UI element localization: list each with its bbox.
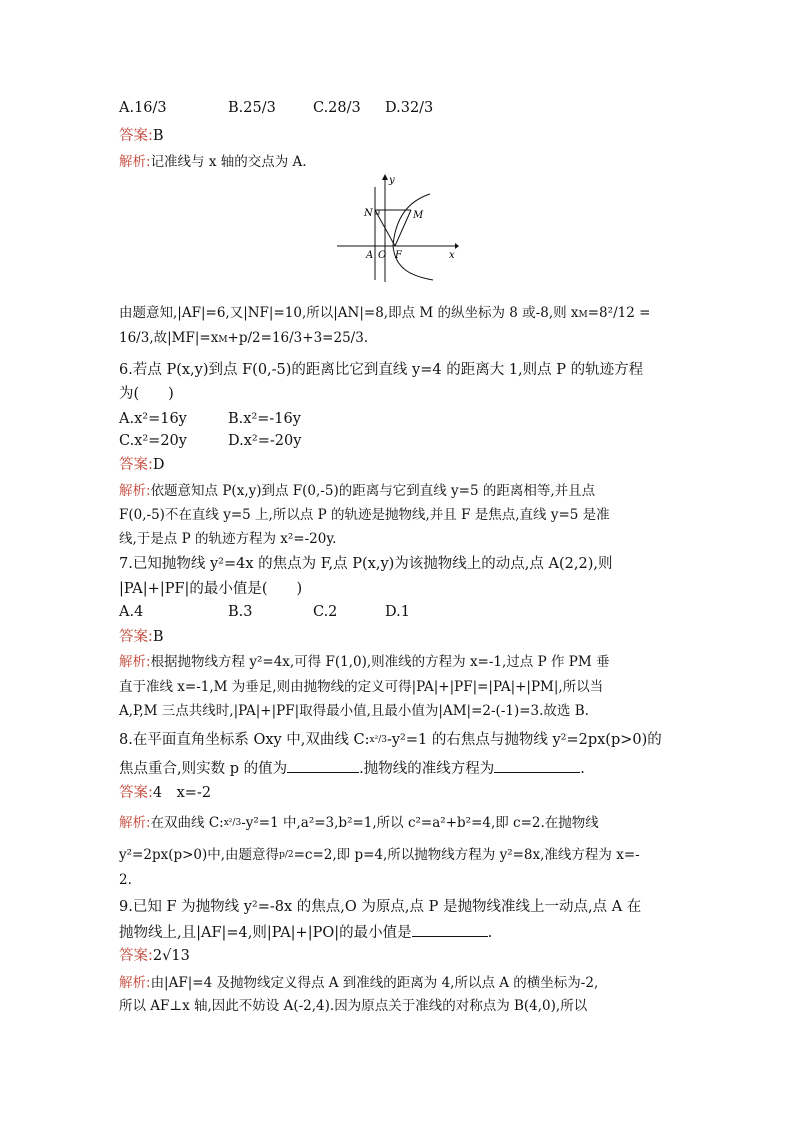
q6-analysis-line1: 解析:依题意知点 P(x,y)到点 F(0,-5)的距离与它到直线 y=5 的距离相等,并且点: [119, 483, 596, 499]
q6-option-b: B.x²=-16y: [228, 411, 301, 427]
q7-option-d: D.1: [385, 604, 410, 620]
q8-analysis-line1: 解析:在双曲线 C:x²/3-y²=1 中,a²=3,b²=1,所以 c²=a²+b²=4,即 c=2.在抛物线: [119, 815, 599, 831]
fig-label-a: A: [366, 250, 374, 261]
analysis-label: 解析:: [119, 154, 151, 170]
q7-analysis-line3: A,P,M 三点共线时,|PA|+|PF|取得最小值,且最小值为|AM|=2-(-1)=3.故选 B.: [119, 703, 589, 719]
fig-label-y: y: [389, 175, 395, 186]
q8-analysis-line3: 2.: [119, 872, 132, 888]
q7-option-c: C.2: [313, 604, 338, 620]
answer-label: 答案:: [119, 629, 153, 645]
q7-option-a: A.4: [119, 604, 144, 620]
parabola-figure: [335, 172, 460, 284]
analysis-label: 解析:: [119, 975, 151, 991]
q7-stem-line1: 7.已知抛物线 y²=4x 的焦点为 F,点 P(x,y)为该抛物线上的动点,点 A(2,2),则: [119, 556, 613, 572]
q8-analysis-fraction: x²/3: [223, 818, 242, 828]
q9-stem-line1: 9.已知 F 为抛物线 y²=-8x 的焦点,O 为原点,点 P 是抛物线准线上一动点,点 A 在: [119, 899, 642, 915]
q8-analysis-fraction-p: p/2: [279, 850, 294, 860]
q8-stem-line1: 8.在平面直角坐标系 Oxy 中,双曲线 C:x²/3-y²=1 的右焦点与抛物线 y²=2px(p>0)的: [119, 732, 662, 748]
q5-option-a: A.16/3: [119, 100, 167, 116]
q7-answer: 答案:B: [119, 629, 164, 645]
q9-analysis-line1: 解析:由|AF|=4 及抛物线定义得点 A 到准线的距离为 4,所以点 A 的横坐标为-2,: [119, 975, 599, 991]
q8-blank-1[interactable]: [287, 758, 359, 773]
q5-answer: 答案:B: [119, 128, 164, 144]
q5-option-d: D.32/3: [385, 100, 434, 116]
q5-analysis-line3: 16/3,故|MF|=xM+p/2=16/3+3=25/3.: [119, 330, 369, 346]
fig-label-n: N: [364, 208, 373, 219]
q9-blank[interactable]: [412, 922, 488, 937]
q9-answer: 答案:2√13: [119, 948, 190, 964]
fig-label-m: M: [413, 210, 424, 221]
q8-blank-2[interactable]: [494, 758, 580, 773]
analysis-label: 解析:: [119, 815, 151, 831]
analysis-label: 解析:: [119, 654, 151, 670]
q7-analysis-line2: 直于准线 x=-1,M 为垂足,则由抛物线的定义可得|PA|+|PF|=|PA|+|PM|,所以当: [119, 679, 604, 695]
q6-stem-line1: 6.若点 P(x,y)到点 F(0,-5)的距离比它到直线 y=4 的距离大 1,则点 P 的轨迹方程: [119, 362, 644, 378]
q5-analysis-line2: 由题意知,|AF|=6,又|NF|=10,所以|AN|=8,即点 M 的纵坐标为 8 或-8,则 xM=8²/12 =: [119, 305, 651, 321]
q6-analysis-line2: F(0,-5)不在直线 y=5 上,所以点 P 的轨迹是抛物线,并且 F 是焦点,直线 y=5 是准: [119, 507, 610, 523]
q8-answer: 答案:4 x=-2: [119, 785, 212, 801]
q6-option-c: C.x²=20y: [119, 433, 187, 449]
fig-label-f: F: [395, 250, 402, 261]
analysis-label: 解析:: [119, 483, 151, 499]
q9-analysis-line2: 所以 AF⊥x 轴,因此不妨设 A(-2,4).因为原点关于准线的对称点为 B(4,0),所以: [119, 998, 588, 1014]
answer-label: 答案:: [119, 128, 153, 144]
q9-stem-line2: 抛物线上,且|AF|=4,则|PA|+|PO|的最小值是 .: [119, 922, 492, 943]
q8-analysis-line2: y²=2px(p>0)中,由题意得p/2=c=2,即 p=4,所以抛物线方程为 y²=8x,准线方程为 x=-: [119, 847, 640, 863]
q6-analysis-line3: 线,于是点 P 的轨迹方程为 x²=-20y.: [119, 531, 337, 547]
q6-answer: 答案:D: [119, 457, 165, 473]
q8-stem-line2: 焦点重合,则实数 p 的值为 .抛物线的准线方程为 .: [119, 758, 585, 779]
q8-stem-fraction: x²/3: [369, 734, 387, 745]
q5-option-c: C.28/3: [313, 100, 361, 116]
q5-option-b: B.25/3: [228, 100, 276, 116]
q5-analysis: 解析:记准线与 x 轴的交点为 A.: [119, 154, 307, 170]
q6-stem-line2: 为( ): [119, 386, 174, 402]
answer-label: 答案:: [119, 457, 153, 473]
q6-option-a: A.x²=16y: [119, 411, 187, 427]
answer-label: 答案:: [119, 785, 153, 801]
q7-analysis-line1: 解析:根据抛物线方程 y²=4x,可得 F(1,0),则准线的方程为 x=-1,过点 P 作 PM 垂: [119, 654, 610, 670]
q7-stem-line2: |PA|+|PF|的最小值是( ): [119, 581, 303, 597]
fig-label-o: O: [378, 250, 387, 261]
answer-label: 答案:: [119, 948, 153, 964]
q7-option-b: B.3: [228, 604, 253, 620]
fig-label-x: x: [449, 250, 455, 261]
q6-option-d: D.x²=-20y: [228, 433, 302, 449]
